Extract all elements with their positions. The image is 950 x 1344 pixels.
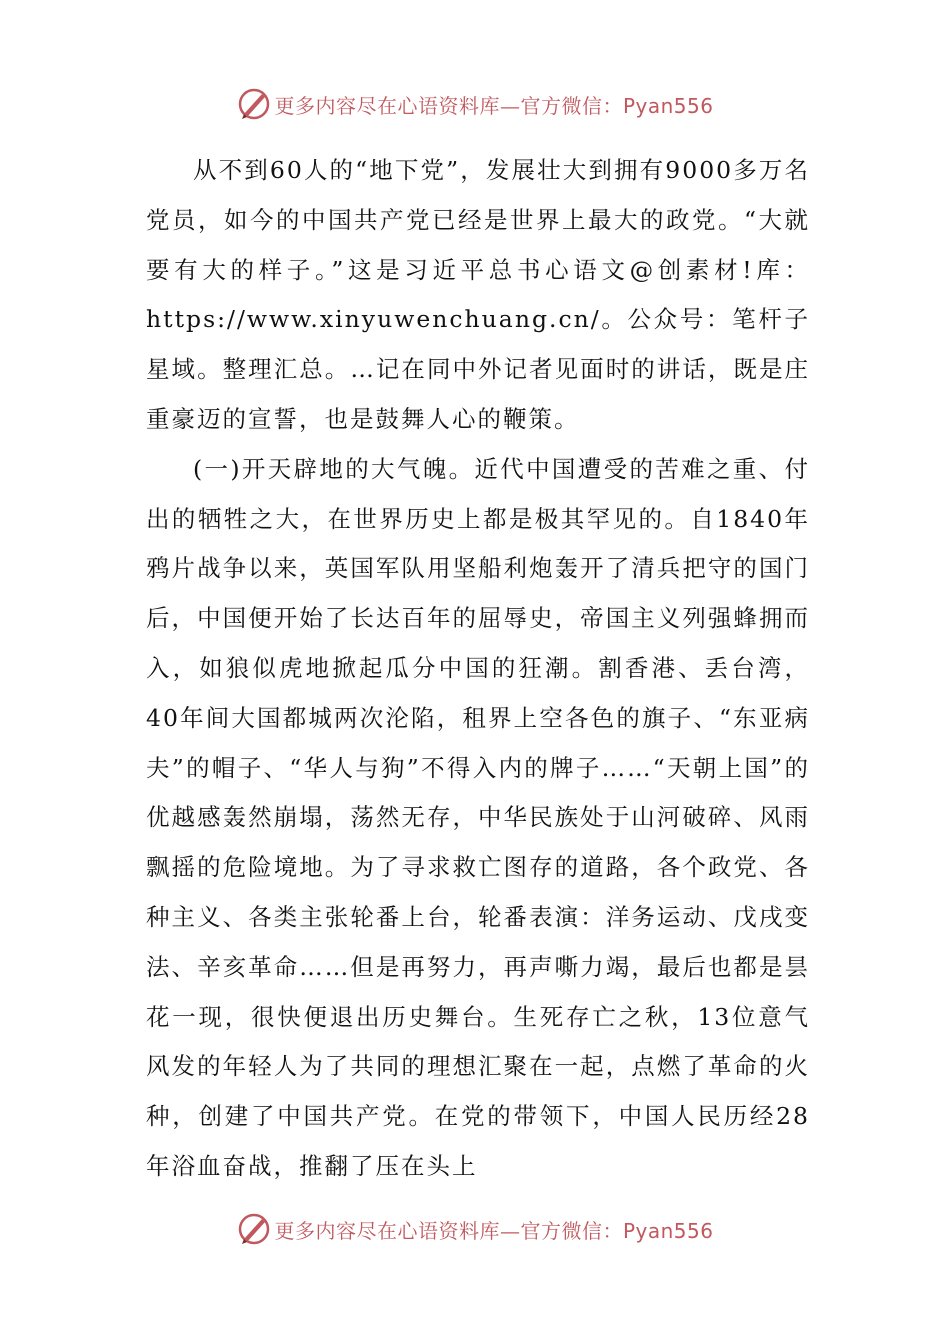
paragraph-intro: 从不到60人的“地下党”，发展壮大到拥有9000多万名党员，如今的中国共产党已经是世界上最大的政党。“大就要有大的样子。”这是习近平总书心语文@创素材!库：https://www.xinyuwenchuang.cn/。公众号：笔杆子星域。整理汇总。…记在同中外记者见面时的讲话，既是庄重豪迈的宣誓，也是鼓舞人心的鞭策。: [146, 156, 810, 433]
header-banner-text: 更多内容尽在心语资料库—官方微信：Pyan556: [274, 93, 714, 118]
header-banner: [0, 84, 950, 124]
footer-banner: [0, 1209, 950, 1249]
pen-logo-icon: [236, 86, 272, 122]
document-body: [146, 146, 810, 1192]
paragraph-section-1: (一)开天辟地的大气魄。近代中国遭受的苦难之重、付出的牺牲之大，在世界历史上都是极其罕见的。自1840年鸦片战争以来，英国军队用坚船利炮轰开了清兵把守的国门后，中国便开始了长达百年的屈辱史，帝国主义列强蜂拥而入，如狼似虎地掀起瓜分中国的狂潮。割香港、丢台湾，40年间大国都城两次沦陷，租界上空各色的旗子、“东亚病夫”的帽子、“华人与狗”不得入内的牌子……“天朝上国”的优越感轰然崩塌，荡然无存，中华民族处于山河破碎、风雨飘摇的危险境地。为了寻求救亡图存的道路，各个政党、各种主义、各类主张轮番上台，轮番表演：洋务运动、戊戌变法、辛亥革命……但是再努力，再声嘶力竭，最后也都是昙花一现，很快便退出历史舞台。生死存亡之秋，13位意气风发的年轻人为了共同的理想汇聚在一起，点燃了革命的火种，创建了中国共产党。在党的带领下，中国人民历经28年浴血奋战，推翻了压在头上: [146, 454, 810, 1180]
pen-logo-icon: [236, 1211, 272, 1247]
footer-banner-text: 更多内容尽在心语资料库—官方微信：Pyan556: [274, 1218, 714, 1243]
